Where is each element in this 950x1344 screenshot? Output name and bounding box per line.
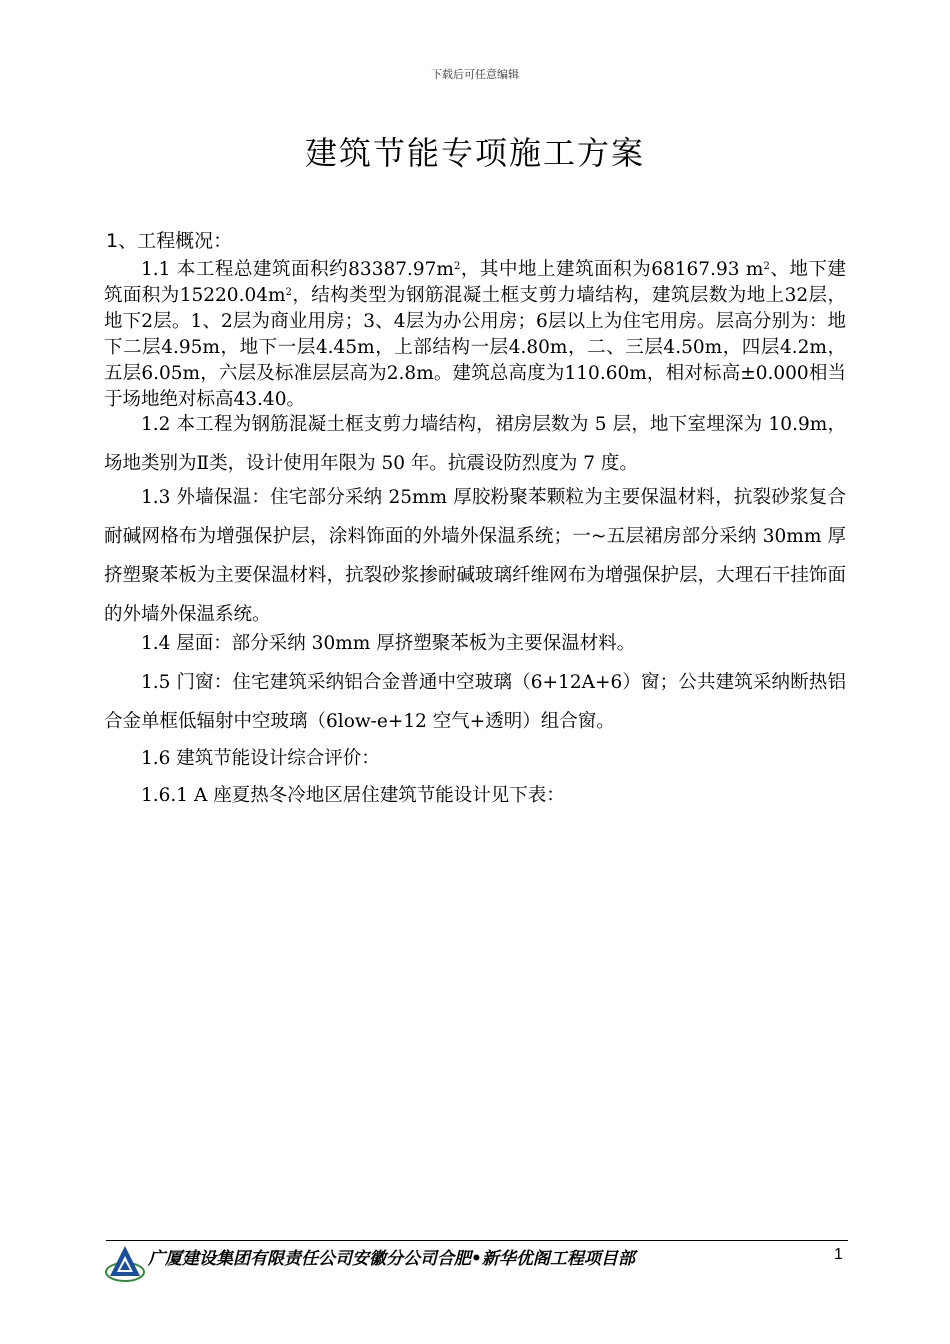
document-title: 建筑节能专项施工方案 [304,134,645,172]
paragraph-1-6: 1.6 建筑节能设计综合评价： [141,748,380,769]
footer-company-name: 广厦建设集团有限责任公司安徽分公司合肥•新华优阁工程项目部 [148,1249,635,1269]
p1-1-part-d: ，结构类型为钢筋混凝土框支剪力墙结构，建筑层数为地上32层，地下2层。1、2层为商业用房；3、4层为办公用房；6层以上为住宅用房。层高分别为：地下二层4.95m，地下一层4.45m，上部结构一层4.80m，二、三层4.50m，四层4.2m，五层6.05m，六层及标准层层高为2.8m。建筑总高度为110.60m，相对标高±0.000相当于场地绝对标高43.40。 [104,285,846,410]
paragraph-1-2: 1.2 本工程为钢筋混凝土框支剪力墙结构，裙房层数为 5 层，地下室埋深为 10.9m，场地类别为Ⅱ类，设计使用年限为 50 年。抗震设防烈度为 7 度。 [104,414,846,474]
paragraph-1-4: 1.4 屋面：部分采纳 30mm 厚挤塑聚苯板为主要保温材料。 [141,633,636,654]
superscript-2: 2 [763,261,770,272]
superscript-2: 2 [285,287,292,298]
section-heading-overview: 1、工程概况： [106,230,233,252]
header-note: 下载后可任意编辑 [431,68,519,81]
paragraph-1-3: 1.3 外墙保温：住宅部分采纳 25mm 厚胶粉聚苯颗粒为主要保温材料，抗裂砂浆复合耐碱网格布为增强保护层，涂料饰面的外墙外保温系统；一~五层裙房部分采纳 30mm 厚挤塑聚苯板为主要保温材料，抗裂砂浆掺耐碱玻璃纤维网布为增强保护层，大理石干挂饰面的外墙外保温系统。 [104,487,846,625]
footer-divider [106,1240,848,1241]
paragraph-1-6-1: 1.6.1 A 座夏热冬冷地区居住建筑节能设计见下表： [141,785,565,806]
paragraph-1-5: 1.5 门窗：住宅建筑采纳铝合金普通中空玻璃（6+12A+6）窗；公共建筑采纳断热铝合金单框低辐射中空玻璃（6low-e+12 空气+透明）组合窗。 [104,672,846,732]
superscript-2: 2 [453,261,461,272]
company-logo-icon [104,1242,146,1284]
page-number: 1 [834,1246,843,1263]
p1-1-part-b: ，其中地上建筑面积为68167.93 m [460,259,764,280]
p1-1-part-a: 1.1 本工程总建筑面积约83387.97m [141,259,454,280]
p1-1-part-c: 、地下建筑面积为15220.04m [104,259,846,306]
paragraph-1-1 [104,257,846,413]
